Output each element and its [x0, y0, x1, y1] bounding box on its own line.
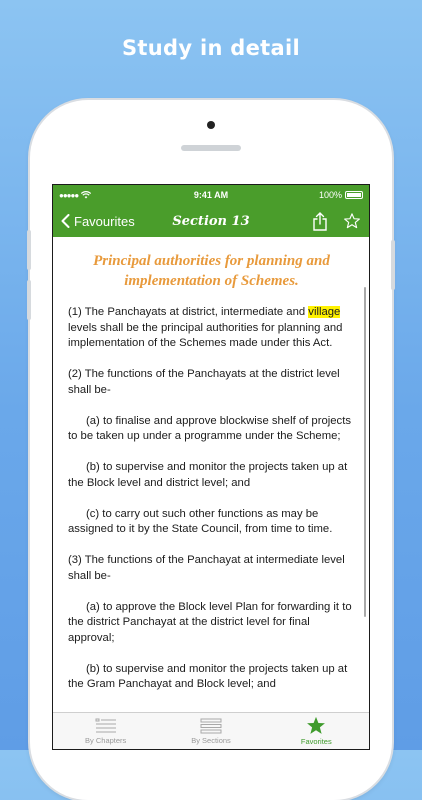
back-label: Favourites: [74, 213, 135, 229]
volume-button: [27, 230, 31, 270]
paragraph: (3) The functions of the Panchayat at intermediate level shall be-: [68, 554, 345, 582]
paragraph: (b) to supervise and monitor the projects taken up at the Gram Panchayat and Block level; and: [68, 662, 348, 690]
signal-icon: ●●●●●: [59, 190, 79, 200]
share-icon[interactable]: [313, 212, 327, 231]
tab-favorites[interactable]: [264, 713, 369, 749]
star-outline-icon[interactable]: [343, 212, 361, 230]
list-icon: [95, 718, 117, 734]
wifi-icon: [81, 191, 91, 199]
speaker: [181, 145, 241, 151]
promo-title: Study in detail: [122, 36, 300, 60]
paragraph: (b) to supervise and monitor the projects taken up at the Block level and district level; and: [68, 461, 348, 489]
nav-bar: [53, 205, 369, 237]
paragraph: (a) to finalise and approve blockwise shelf of projects to be taken up under a programme under the Scheme;: [68, 414, 351, 442]
camera: [207, 121, 215, 129]
lines-icon: [200, 718, 222, 734]
paragraph: (2) The functions of the Panchayats at the district level shall be-: [68, 368, 340, 396]
nav-title: Section 13: [172, 213, 250, 229]
tab-label: By Sections: [191, 735, 231, 745]
highlighted-word: village: [308, 306, 341, 318]
paragraph: (c) to carry out such other functions as may be assigned to it by the State Council, from time to time.: [68, 507, 333, 535]
power-button: [391, 240, 395, 290]
paragraph: (a) to approve the Block level Plan for forwarding it to the district Panchayat at the district level for final approval;: [68, 600, 352, 644]
screen: [52, 184, 370, 750]
tab-label: By Chapters: [85, 735, 127, 745]
article-content[interactable]: [53, 237, 369, 715]
section-heading: Principal authorities for planning and implementation of Schemes.: [93, 253, 330, 289]
status-bar: [53, 185, 369, 205]
tab-by-sections[interactable]: [158, 713, 263, 749]
tab-by-chapters[interactable]: [53, 713, 158, 749]
back-button[interactable]: [61, 214, 135, 229]
battery-icon: [345, 191, 363, 199]
scrollbar[interactable]: [364, 287, 367, 617]
tab-label: Favorites: [300, 737, 332, 746]
chevron-left-icon: [61, 214, 70, 228]
star-filled-icon: [306, 716, 326, 735]
paragraph: (1) The Panchayats at district, intermediate and village levels shall be the principal authorities for planning and implementation of the Schemes made under this Act.: [68, 306, 343, 349]
tab-bar: [53, 712, 369, 749]
volume-button: [27, 280, 31, 320]
battery-percent: 100%: [318, 190, 342, 200]
status-time: 9:41 AM: [193, 190, 229, 200]
